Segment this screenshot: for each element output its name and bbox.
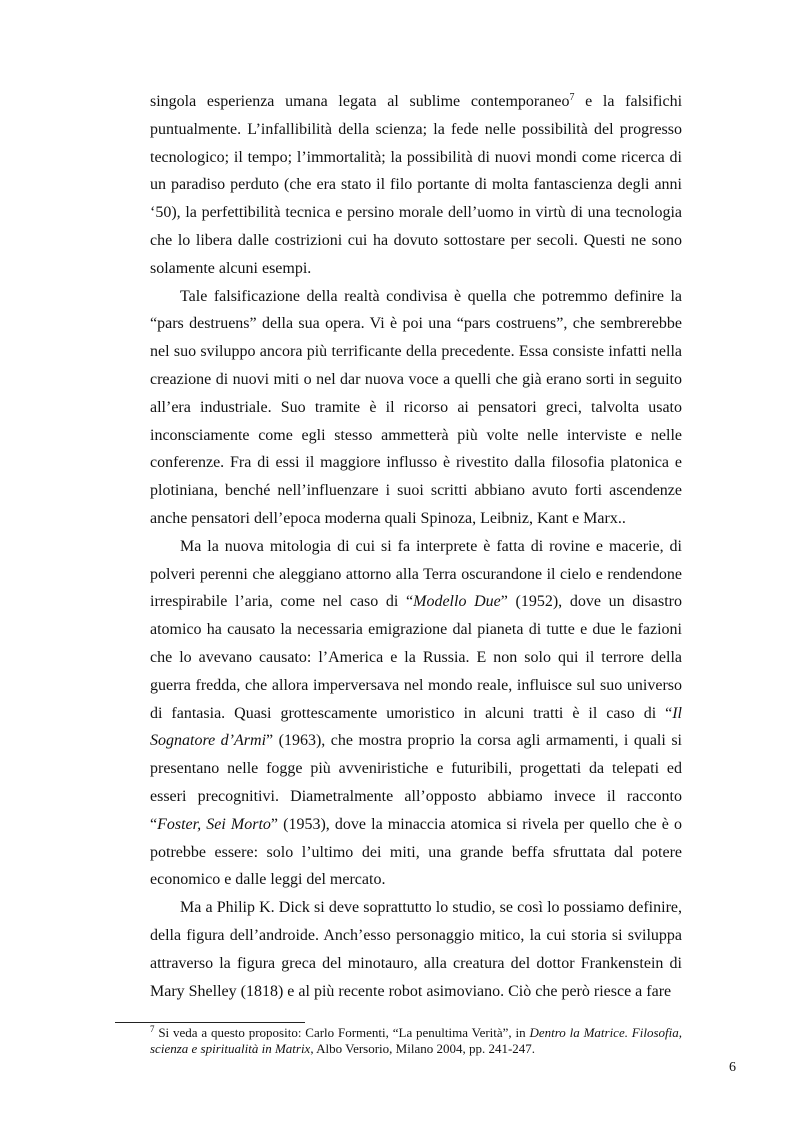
title-il-sognatore-d-armi: Il Sognatore d’Armi <box>150 704 682 750</box>
footnote-number: 7 <box>150 1024 155 1034</box>
footnote-reference[interactable]: 7 <box>569 92 575 103</box>
paragraph-4: Ma a Philip K. Dick si deve soprattutto lo studio, se così lo possiamo definire, della figura dell’androide. Anch’esso personaggio mitico, la cui storia si sviluppa attraverso la figura greca del minotauro, alla creatura del dottor Frankenstein di Mary Shelley (1818) e al più recente robot asimoviano. Ciò che però riesce a fare <box>150 899 682 1000</box>
page-number: 6 <box>729 1060 736 1075</box>
title-modello-due: Modello Due <box>413 593 501 611</box>
paragraph-3-text-c: ” (1963), che mostra proprio la corsa agli armamenti, i quali si presentano nelle fogge più avveniristiche e futuribili, progettati da telepati ed esseri precognitivi. Diametralmente all’opposto abbiamo invece il racconto “ <box>150 732 682 833</box>
footnote-book-title: Dentro la Matrice. Filosofia, scienza e spiritualità in Matrix <box>150 1025 682 1056</box>
paragraph-1-text-a: singola esperienza umana legata al sublime contemporaneo <box>150 93 570 110</box>
footnote-text-b: , Albo Versorio, Milano 2004, pp. 241-247. <box>310 1041 536 1056</box>
footnote-text-a: Si veda a questo proposito: Carlo Formenti, “La penultima Verità”, in <box>154 1025 530 1040</box>
paragraph-1-text-b: e la falsifichi puntualmente. L’infallibilità della scienza; la fede nelle possibilità del progresso tecnologico; il tempo; l’immortalità; la possibilità di nuovi mondi come ricerca di un paradiso perduto (che era stato il filo portante di molta fantascienza degli anni ‘50), la perfettibilità tecnica e persino morale dell’uomo in virtù di una tecnologia che lo libera dalle costrizioni cui ha dovuto sottostare per secoli. Questi ne sono solamente alcuni esempi. <box>150 93 683 277</box>
paragraph-3-text-d: ” (1953), dove la minaccia atomica si rivela per quello che è o potrebbe essere: solo l’ultimo dei miti, una grande beffa sfruttata dal potere economico e dalle leggi del mercato. <box>150 815 683 889</box>
paragraph-3-text-b: ” (1952), dove un disastro atomico ha causato la necessaria emigrazione dal pianeta di tutte e due le fazioni che lo avevano causato: l’America e la Russia. E non solo qui il terrore della guerra fredda, che allora imperversava nel mondo reale, influisce sul suo universo di fantasia. Quasi grottescamente umoristico in alcuni tratti è il caso di “ <box>150 593 683 722</box>
footnote-separator <box>115 1022 305 1023</box>
paragraph-2: Tale falsificazione della realtà condivisa è quella che potremmo definire la “pars destruens” della sua opera. Vi è poi una “pars costruens”, che sembrerebbe nel suo sviluppo ancora più terrificante della precedente. Essa consiste infatti nella creazione di nuovi miti o nel dar nuova voce a quelli che già erano sorti in seguito all’era industriale. Suo tramite è il ricorso ai pensatori greci, talvolta usato inconsciamente come egli stesso ammetterà più volte nelle interviste e nelle conferenze. Fra di essi il maggiore influsso è rivestito dalla filosofia platonica e plotiniana, benché nell’influenzare i suoi scritti abbiano avuto forti ascendenze anche pensatori dell’epoca moderna quali Spinoza, Leibniz, Kant e Marx.. <box>150 287 682 527</box>
paragraph-1 <box>150 88 682 283</box>
title-foster-sei-morto: Foster, Sei Morto <box>157 815 271 833</box>
paragraph-3 <box>150 533 682 894</box>
footnote <box>150 1025 682 1057</box>
paragraph-3-text-a: Ma la nuova mitologia di cui si fa interprete è fatta di rovine e macerie, di polveri perenni che aleggiano attorno alla Terra oscurandone il cielo e rendendone irrespirabile l’aria, come nel caso di “ <box>150 537 682 611</box>
body-text <box>150 88 682 1005</box>
